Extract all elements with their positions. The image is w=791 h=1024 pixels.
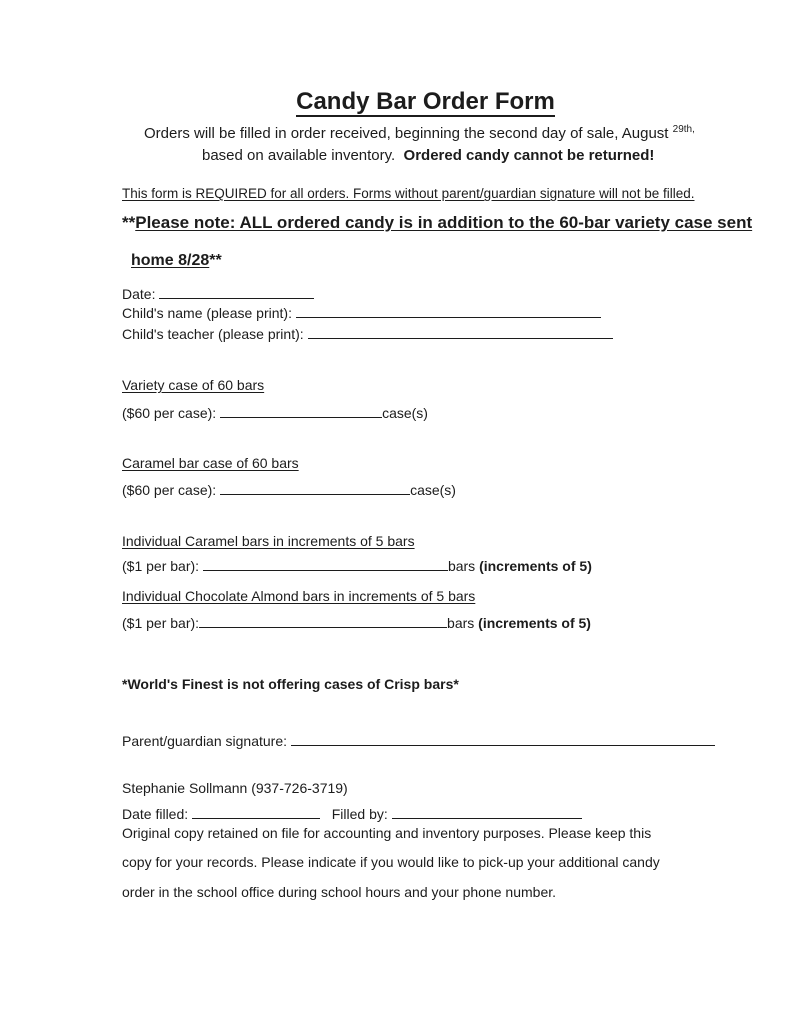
ind-caramel-increments: (increments of 5) (479, 558, 592, 574)
please-note-line-2: home 8/28** (131, 252, 222, 269)
variety-case-heading: Variety case of 60 bars (122, 377, 265, 393)
date-filled-line[interactable] (192, 817, 320, 819)
ind-almond-qty-line[interactable] (199, 626, 447, 628)
date-filled-label: Date filled: (122, 806, 189, 822)
child-teacher-label: Child's teacher (please print): (122, 326, 304, 342)
child-teacher-input-line[interactable] (308, 337, 613, 339)
signature-line[interactable] (291, 744, 715, 746)
caramel-case-heading: Caramel bar case of 60 bars (122, 455, 299, 471)
ind-caramel-price-label: ($1 per bar): (122, 558, 200, 574)
variety-case-row (122, 405, 428, 421)
signature-field (122, 733, 715, 749)
crisp-note: *World's Finest is not offering cases of Crisp bars* (122, 676, 459, 692)
ind-caramel-row (122, 558, 592, 574)
footer-line-3: order in the school office during school hours and your phone number. (122, 884, 557, 900)
filled-by-label: Filled by: (331, 806, 388, 822)
ind-almond-row (122, 615, 591, 631)
intro-line-2: based on available inventory. Ordered candy cannot be returned! (202, 147, 655, 164)
caramel-case-row (122, 482, 456, 498)
variety-qty-line[interactable] (220, 416, 382, 418)
ind-almond-unit: bars (447, 615, 475, 631)
caramel-case-qty-line[interactable] (220, 493, 410, 495)
ind-caramel-qty-line[interactable] (203, 569, 448, 571)
caramel-case-unit: case(s) (410, 482, 456, 498)
child-name-label: Child's name (please print): (122, 305, 292, 321)
please-note-line-1: **Please note: ALL ordered candy is in addition to the 60-bar variety case sent (122, 213, 753, 232)
date-label: Date: (122, 286, 156, 302)
ind-almond-heading: Individual Chocolate Almond bars in increments of 5 bars (122, 588, 476, 604)
child-teacher-field (122, 326, 613, 342)
office-use-row (122, 806, 582, 822)
date-input-line[interactable] (159, 297, 314, 299)
variety-unit: case(s) (382, 405, 428, 421)
intro-line-1: Orders will be filled in order received, beginning the second day of sale, August $^{29th,}$ (144, 124, 695, 142)
required-note: This form is REQUIRED for all orders. Forms without parent/guardian signature will not be filled. (122, 186, 695, 201)
ind-almond-price-label: ($1 per bar): (122, 615, 200, 631)
footer-line-2: copy for your records. Please indicate if you would like to pick-up your additional candy (122, 854, 660, 870)
signature-label: Parent/guardian signature: (122, 733, 287, 749)
ind-almond-increments: (increments of 5) (478, 615, 591, 631)
footer-line-1: Original copy retained on file for accounting and inventory purposes. Please keep this (122, 825, 652, 841)
child-name-field (122, 305, 601, 321)
form-title: Candy Bar Order Form (296, 88, 555, 115)
date-field (122, 286, 314, 302)
contact-info: Stephanie Sollmann (937-726-3719) (122, 780, 348, 796)
variety-price-label: ($60 per case): (122, 405, 217, 421)
ind-caramel-heading: Individual Caramel bars in increments of 5 bars (122, 533, 415, 549)
ind-caramel-unit: bars (447, 558, 476, 574)
filled-by-line[interactable] (392, 817, 582, 819)
caramel-case-price-label: ($60 per case): (122, 482, 217, 498)
child-name-input-line[interactable] (296, 316, 601, 318)
